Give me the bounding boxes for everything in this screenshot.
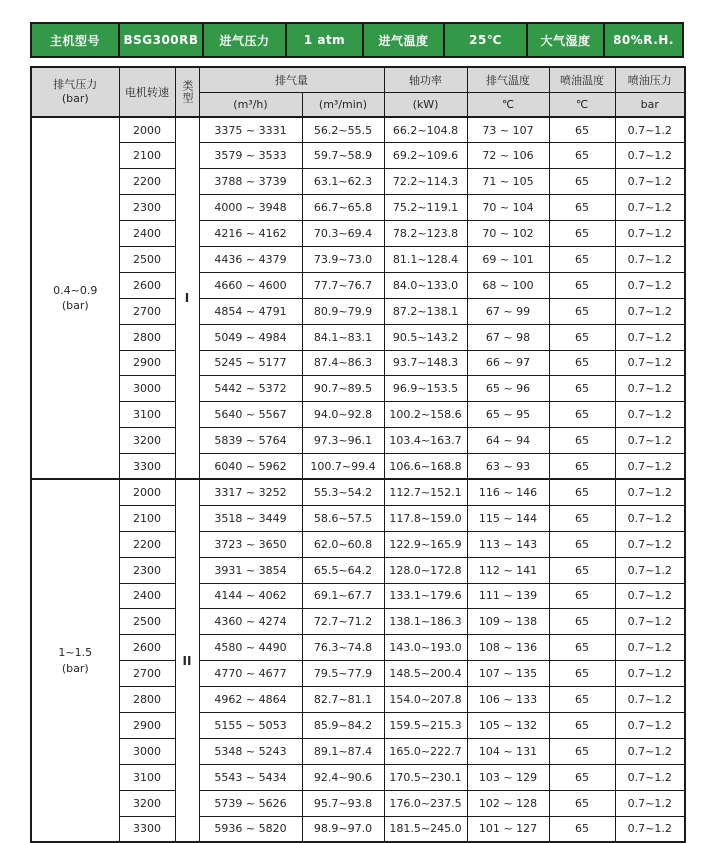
oil-pressure-cell: 0.7~1.2 <box>615 764 685 790</box>
discharge-temp-cell: 111 ~ 139 <box>467 583 549 609</box>
oil-pressure-cell: 0.7~1.2 <box>615 402 685 428</box>
oil-temp-cell: 65 <box>549 454 615 480</box>
oil-pressure-cell: 0.7~1.2 <box>615 221 685 247</box>
motor-speed-cell: 3300 <box>119 454 175 480</box>
shaft-power-cell: 138.1~186.3 <box>384 609 467 635</box>
oil-pressure-cell: 0.7~1.2 <box>615 816 685 842</box>
shaft-power-cell: 66.2~104.8 <box>384 117 467 143</box>
header-discharge-pressure <box>31 67 119 117</box>
spec-table <box>30 66 686 843</box>
shaft-power-cell: 96.9~153.5 <box>384 376 467 402</box>
motor-speed-cell: 3000 <box>119 738 175 764</box>
oil-pressure-cell: 0.7~1.2 <box>615 324 685 350</box>
oil-temp-cell: 65 <box>549 143 615 169</box>
oil-temp-cell: 65 <box>549 298 615 324</box>
motor-speed-cell: 3200 <box>119 790 175 816</box>
capacity-m3min-cell: 100.7~99.4 <box>302 454 384 480</box>
capacity-m3min-cell: 59.7~58.9 <box>302 143 384 169</box>
motor-speed-cell: 2500 <box>119 609 175 635</box>
oil-pressure-cell: 0.7~1.2 <box>615 531 685 557</box>
motor-speed-cell: 2100 <box>119 505 175 531</box>
capacity-m3h-cell: 4660 ~ 4600 <box>199 272 302 298</box>
capacity-m3min-cell: 69.1~67.7 <box>302 583 384 609</box>
header-discharge-pressure-unit: (bar) <box>61 92 89 105</box>
capacity-m3min-cell: 70.3~69.4 <box>302 221 384 247</box>
oil-pressure-cell: 0.7~1.2 <box>615 143 685 169</box>
capacity-m3h-cell: 3788 ~ 3739 <box>199 169 302 195</box>
oil-pressure-cell: 0.7~1.2 <box>615 454 685 480</box>
table-row <box>31 298 685 324</box>
capacity-m3min-cell: 97.3~96.1 <box>302 428 384 454</box>
type-cell: I <box>175 117 199 479</box>
humidity-label: 大气湿度 <box>526 24 603 56</box>
capacity-m3min-cell: 80.9~79.9 <box>302 298 384 324</box>
discharge-temp-cell: 69 ~ 101 <box>467 246 549 272</box>
discharge-temp-cell: 70 ~ 104 <box>467 195 549 221</box>
header-capacity-unit-h: (m³/h) <box>199 92 302 117</box>
oil-temp-cell: 65 <box>549 531 615 557</box>
discharge-temp-cell: 116 ~ 146 <box>467 479 549 505</box>
pressure-range-value: 1~1.5 <box>58 646 93 660</box>
table-row <box>31 221 685 247</box>
table-row <box>31 687 685 713</box>
table-row <box>31 117 685 143</box>
spec-table-body <box>31 117 685 842</box>
oil-temp-cell: 65 <box>549 221 615 247</box>
capacity-m3h-cell: 5442 ~ 5372 <box>199 376 302 402</box>
capacity-m3h-cell: 5245 ~ 5177 <box>199 350 302 376</box>
capacity-m3min-cell: 89.1~87.4 <box>302 738 384 764</box>
capacity-m3h-cell: 4962 ~ 4864 <box>199 687 302 713</box>
oil-temp-cell: 65 <box>549 661 615 687</box>
shaft-power-cell: 165.0~222.7 <box>384 738 467 764</box>
header-shaft-power-unit: (kW) <box>384 92 467 117</box>
capacity-m3min-cell: 84.1~83.1 <box>302 324 384 350</box>
capacity-m3min-cell: 66.7~65.8 <box>302 195 384 221</box>
capacity-m3h-cell: 4144 ~ 4062 <box>199 583 302 609</box>
table-row <box>31 479 685 505</box>
capacity-m3min-cell: 72.7~71.2 <box>302 609 384 635</box>
capacity-m3h-cell: 4854 ~ 4791 <box>199 298 302 324</box>
motor-speed-cell: 2200 <box>119 169 175 195</box>
table-row <box>31 816 685 842</box>
capacity-m3min-cell: 73.9~73.0 <box>302 246 384 272</box>
oil-temp-cell: 65 <box>549 402 615 428</box>
oil-temp-cell: 65 <box>549 790 615 816</box>
discharge-temp-cell: 101 ~ 127 <box>467 816 549 842</box>
motor-speed-cell: 3100 <box>119 402 175 428</box>
capacity-m3h-cell: 5543 ~ 5434 <box>199 764 302 790</box>
table-row <box>31 635 685 661</box>
pressure-range-cell <box>31 479 119 841</box>
oil-pressure-cell: 0.7~1.2 <box>615 298 685 324</box>
intake-temp-value: 25℃ <box>443 24 526 56</box>
oil-temp-cell: 65 <box>549 272 615 298</box>
motor-speed-cell: 2400 <box>119 221 175 247</box>
oil-temp-cell: 65 <box>549 712 615 738</box>
motor-speed-cell: 2900 <box>119 350 175 376</box>
table-row <box>31 661 685 687</box>
capacity-m3min-cell: 76.3~74.8 <box>302 635 384 661</box>
table-row <box>31 609 685 635</box>
oil-temp-cell: 65 <box>549 246 615 272</box>
motor-speed-cell: 2100 <box>119 143 175 169</box>
capacity-m3min-cell: 98.9~97.0 <box>302 816 384 842</box>
shaft-power-cell: 159.5~215.3 <box>384 712 467 738</box>
capacity-m3h-cell: 3317 ~ 3252 <box>199 479 302 505</box>
motor-speed-cell: 3100 <box>119 764 175 790</box>
table-row <box>31 712 685 738</box>
oil-pressure-cell: 0.7~1.2 <box>615 738 685 764</box>
table-row <box>31 531 685 557</box>
oil-pressure-cell: 0.7~1.2 <box>615 583 685 609</box>
motor-speed-cell: 2900 <box>119 712 175 738</box>
table-row <box>31 246 685 272</box>
header-oil-temp: 喷油温度 <box>549 67 615 92</box>
motor-speed-cell: 2400 <box>119 583 175 609</box>
oil-temp-cell: 65 <box>549 324 615 350</box>
discharge-temp-cell: 63 ~ 93 <box>467 454 549 480</box>
discharge-temp-cell: 109 ~ 138 <box>467 609 549 635</box>
capacity-m3min-cell: 56.2~55.5 <box>302 117 384 143</box>
table-row <box>31 454 685 480</box>
oil-temp-cell: 65 <box>549 376 615 402</box>
intake-pressure-label: 进气压力 <box>202 24 285 56</box>
table-row <box>31 738 685 764</box>
table-row <box>31 505 685 531</box>
discharge-temp-cell: 71 ~ 105 <box>467 169 549 195</box>
oil-temp-cell: 65 <box>549 738 615 764</box>
header-type: 类型 <box>175 67 199 117</box>
oil-temp-cell: 65 <box>549 350 615 376</box>
oil-pressure-cell: 0.7~1.2 <box>615 635 685 661</box>
capacity-m3h-cell: 3723 ~ 3650 <box>199 531 302 557</box>
oil-temp-cell: 65 <box>549 557 615 583</box>
discharge-temp-cell: 65 ~ 96 <box>467 376 549 402</box>
capacity-m3min-cell: 62.0~60.8 <box>302 531 384 557</box>
shaft-power-cell: 69.2~109.6 <box>384 143 467 169</box>
oil-temp-cell: 65 <box>549 169 615 195</box>
oil-temp-cell: 65 <box>549 505 615 531</box>
pressure-range-unit: (bar) <box>61 661 89 675</box>
oil-pressure-cell: 0.7~1.2 <box>615 479 685 505</box>
capacity-m3min-cell: 65.5~64.2 <box>302 557 384 583</box>
discharge-temp-cell: 107 ~ 135 <box>467 661 549 687</box>
table-row <box>31 272 685 298</box>
discharge-temp-cell: 72 ~ 106 <box>467 143 549 169</box>
discharge-temp-cell: 70 ~ 102 <box>467 221 549 247</box>
shaft-power-cell: 122.9~165.9 <box>384 531 467 557</box>
motor-speed-cell: 2700 <box>119 661 175 687</box>
oil-temp-cell: 65 <box>549 687 615 713</box>
spec-table-wrap <box>30 66 684 843</box>
motor-speed-cell: 2700 <box>119 298 175 324</box>
capacity-m3h-cell: 3518 ~ 3449 <box>199 505 302 531</box>
motor-speed-cell: 2200 <box>119 531 175 557</box>
header-motor-speed: 电机转速 <box>119 67 175 117</box>
capacity-m3h-cell: 4770 ~ 4677 <box>199 661 302 687</box>
capacity-m3min-cell: 85.9~84.2 <box>302 712 384 738</box>
motor-speed-cell: 3000 <box>119 376 175 402</box>
spec-table-header <box>31 67 685 117</box>
motor-speed-cell: 2300 <box>119 195 175 221</box>
capacity-m3min-cell: 87.4~86.3 <box>302 350 384 376</box>
table-row <box>31 402 685 428</box>
humidity-value: 80%R.H. <box>603 24 682 56</box>
table-row <box>31 428 685 454</box>
capacity-m3h-cell: 6040 ~ 5962 <box>199 454 302 480</box>
capacity-m3min-cell: 90.7~89.5 <box>302 376 384 402</box>
shaft-power-cell: 90.5~143.2 <box>384 324 467 350</box>
table-row <box>31 324 685 350</box>
motor-speed-cell: 2300 <box>119 557 175 583</box>
intake-pressure-value: 1 atm <box>285 24 362 56</box>
capacity-m3h-cell: 4580 ~ 4490 <box>199 635 302 661</box>
oil-temp-cell: 65 <box>549 816 615 842</box>
intake-temp-label: 进气温度 <box>362 24 443 56</box>
capacity-m3min-cell: 77.7~76.7 <box>302 272 384 298</box>
table-row <box>31 376 685 402</box>
table-row <box>31 195 685 221</box>
header-shaft-power: 轴功率 <box>384 67 467 92</box>
discharge-temp-cell: 64 ~ 94 <box>467 428 549 454</box>
shaft-power-cell: 81.1~128.4 <box>384 246 467 272</box>
shaft-power-cell: 72.2~114.3 <box>384 169 467 195</box>
capacity-m3h-cell: 3375 ~ 3331 <box>199 117 302 143</box>
oil-pressure-cell: 0.7~1.2 <box>615 195 685 221</box>
oil-pressure-cell: 0.7~1.2 <box>615 117 685 143</box>
capacity-m3h-cell: 4216 ~ 4162 <box>199 221 302 247</box>
header-discharge-pressure-text: 排气压力 <box>53 77 98 91</box>
motor-speed-cell: 2000 <box>119 117 175 143</box>
shaft-power-cell: 148.5~200.4 <box>384 661 467 687</box>
discharge-temp-cell: 66 ~ 97 <box>467 350 549 376</box>
pressure-range-value: 0.4~0.9 <box>53 283 98 297</box>
capacity-m3h-cell: 5839 ~ 5764 <box>199 428 302 454</box>
capacity-m3min-cell: 95.7~93.8 <box>302 790 384 816</box>
capacity-m3h-cell: 3579 ~ 3533 <box>199 143 302 169</box>
type-cell: II <box>175 479 199 841</box>
capacity-m3h-cell: 5049 ~ 4984 <box>199 324 302 350</box>
oil-temp-cell: 65 <box>549 609 615 635</box>
capacity-m3h-cell: 3931 ~ 3854 <box>199 557 302 583</box>
oil-temp-cell: 65 <box>549 195 615 221</box>
shaft-power-cell: 93.7~148.3 <box>384 350 467 376</box>
spec-sheet-content <box>30 22 684 843</box>
capacity-m3min-cell: 92.4~90.6 <box>302 764 384 790</box>
table-row <box>31 764 685 790</box>
capacity-m3min-cell: 55.3~54.2 <box>302 479 384 505</box>
capacity-m3h-cell: 5936 ~ 5820 <box>199 816 302 842</box>
main-model-value: BSG300RB <box>118 24 202 56</box>
shaft-power-cell: 100.2~158.6 <box>384 402 467 428</box>
shaft-power-cell: 75.2~119.1 <box>384 195 467 221</box>
capacity-m3h-cell: 5640 ~ 5567 <box>199 402 302 428</box>
shaft-power-cell: 112.7~152.1 <box>384 479 467 505</box>
capacity-m3h-cell: 5348 ~ 5243 <box>199 738 302 764</box>
discharge-temp-cell: 115 ~ 144 <box>467 505 549 531</box>
pressure-range-cell <box>31 117 119 479</box>
capacity-m3min-cell: 79.5~77.9 <box>302 661 384 687</box>
discharge-temp-cell: 67 ~ 98 <box>467 324 549 350</box>
capacity-m3h-cell: 4436 ~ 4379 <box>199 246 302 272</box>
shaft-power-cell: 117.8~159.0 <box>384 505 467 531</box>
oil-pressure-cell: 0.7~1.2 <box>615 609 685 635</box>
motor-speed-cell: 2800 <box>119 687 175 713</box>
motor-speed-cell: 3300 <box>119 816 175 842</box>
shaft-power-cell: 87.2~138.1 <box>384 298 467 324</box>
capacity-m3h-cell: 5155 ~ 5053 <box>199 712 302 738</box>
oil-temp-cell: 65 <box>549 479 615 505</box>
discharge-temp-cell: 106 ~ 133 <box>467 687 549 713</box>
oil-temp-cell: 65 <box>549 428 615 454</box>
table-row <box>31 143 685 169</box>
oil-temp-cell: 65 <box>549 635 615 661</box>
header-oil-pressure: 喷油压力 <box>615 67 685 92</box>
shaft-power-cell: 170.5~230.1 <box>384 764 467 790</box>
header-discharge-temp-unit: ℃ <box>467 92 549 117</box>
capacity-m3min-cell: 82.7~81.1 <box>302 687 384 713</box>
table-row <box>31 790 685 816</box>
title-bar <box>30 22 684 58</box>
header-capacity-unit-min: (m³/min) <box>302 92 384 117</box>
motor-speed-cell: 3200 <box>119 428 175 454</box>
oil-pressure-cell: 0.7~1.2 <box>615 428 685 454</box>
shaft-power-cell: 106.6~168.8 <box>384 454 467 480</box>
discharge-temp-cell: 65 ~ 95 <box>467 402 549 428</box>
oil-pressure-cell: 0.7~1.2 <box>615 557 685 583</box>
shaft-power-cell: 133.1~179.6 <box>384 583 467 609</box>
header-capacity: 排气量 <box>199 67 384 92</box>
oil-pressure-cell: 0.7~1.2 <box>615 246 685 272</box>
table-row <box>31 583 685 609</box>
shaft-power-cell: 154.0~207.8 <box>384 687 467 713</box>
motor-speed-cell: 2500 <box>119 246 175 272</box>
oil-pressure-cell: 0.7~1.2 <box>615 272 685 298</box>
discharge-temp-cell: 102 ~ 128 <box>467 790 549 816</box>
oil-temp-cell: 65 <box>549 764 615 790</box>
discharge-temp-cell: 104 ~ 131 <box>467 738 549 764</box>
shaft-power-cell: 103.4~163.7 <box>384 428 467 454</box>
discharge-temp-cell: 113 ~ 143 <box>467 531 549 557</box>
oil-pressure-cell: 0.7~1.2 <box>615 661 685 687</box>
motor-speed-cell: 2000 <box>119 479 175 505</box>
oil-temp-cell: 65 <box>549 583 615 609</box>
capacity-m3min-cell: 58.6~57.5 <box>302 505 384 531</box>
discharge-temp-cell: 73 ~ 107 <box>467 117 549 143</box>
oil-pressure-cell: 0.7~1.2 <box>615 169 685 195</box>
capacity-m3h-cell: 4360 ~ 4274 <box>199 609 302 635</box>
oil-pressure-cell: 0.7~1.2 <box>615 687 685 713</box>
oil-pressure-cell: 0.7~1.2 <box>615 790 685 816</box>
oil-pressure-cell: 0.7~1.2 <box>615 350 685 376</box>
main-model-label: 主机型号 <box>49 33 100 48</box>
motor-speed-cell: 2600 <box>119 635 175 661</box>
discharge-temp-cell: 105 ~ 132 <box>467 712 549 738</box>
table-row <box>31 169 685 195</box>
shaft-power-cell: 181.5~245.0 <box>384 816 467 842</box>
oil-pressure-cell: 0.7~1.2 <box>615 505 685 531</box>
capacity-m3min-cell: 63.1~62.3 <box>302 169 384 195</box>
header-oil-temp-unit: ℃ <box>549 92 615 117</box>
shaft-power-cell: 78.2~123.8 <box>384 221 467 247</box>
oil-pressure-cell: 0.7~1.2 <box>615 376 685 402</box>
shaft-power-cell: 143.0~193.0 <box>384 635 467 661</box>
discharge-temp-cell: 108 ~ 136 <box>467 635 549 661</box>
pressure-range-unit: (bar) <box>61 299 89 313</box>
discharge-temp-cell: 68 ~ 100 <box>467 272 549 298</box>
motor-speed-cell: 2800 <box>119 324 175 350</box>
capacity-m3min-cell: 94.0~92.8 <box>302 402 384 428</box>
oil-pressure-cell: 0.7~1.2 <box>615 712 685 738</box>
discharge-temp-cell: 103 ~ 129 <box>467 764 549 790</box>
discharge-temp-cell: 112 ~ 141 <box>467 557 549 583</box>
capacity-m3h-cell: 5739 ~ 5626 <box>199 790 302 816</box>
motor-speed-cell: 2600 <box>119 272 175 298</box>
shaft-power-cell: 84.0~133.0 <box>384 272 467 298</box>
discharge-temp-cell: 67 ~ 99 <box>467 298 549 324</box>
header-discharge-temp: 排气温度 <box>467 67 549 92</box>
shaft-power-cell: 128.0~172.8 <box>384 557 467 583</box>
table-row <box>31 557 685 583</box>
shaft-power-cell: 176.0~237.5 <box>384 790 467 816</box>
oil-temp-cell: 65 <box>549 117 615 143</box>
table-row <box>31 350 685 376</box>
header-oil-pressure-unit: bar <box>615 92 685 117</box>
capacity-m3h-cell: 4000 ~ 3948 <box>199 195 302 221</box>
